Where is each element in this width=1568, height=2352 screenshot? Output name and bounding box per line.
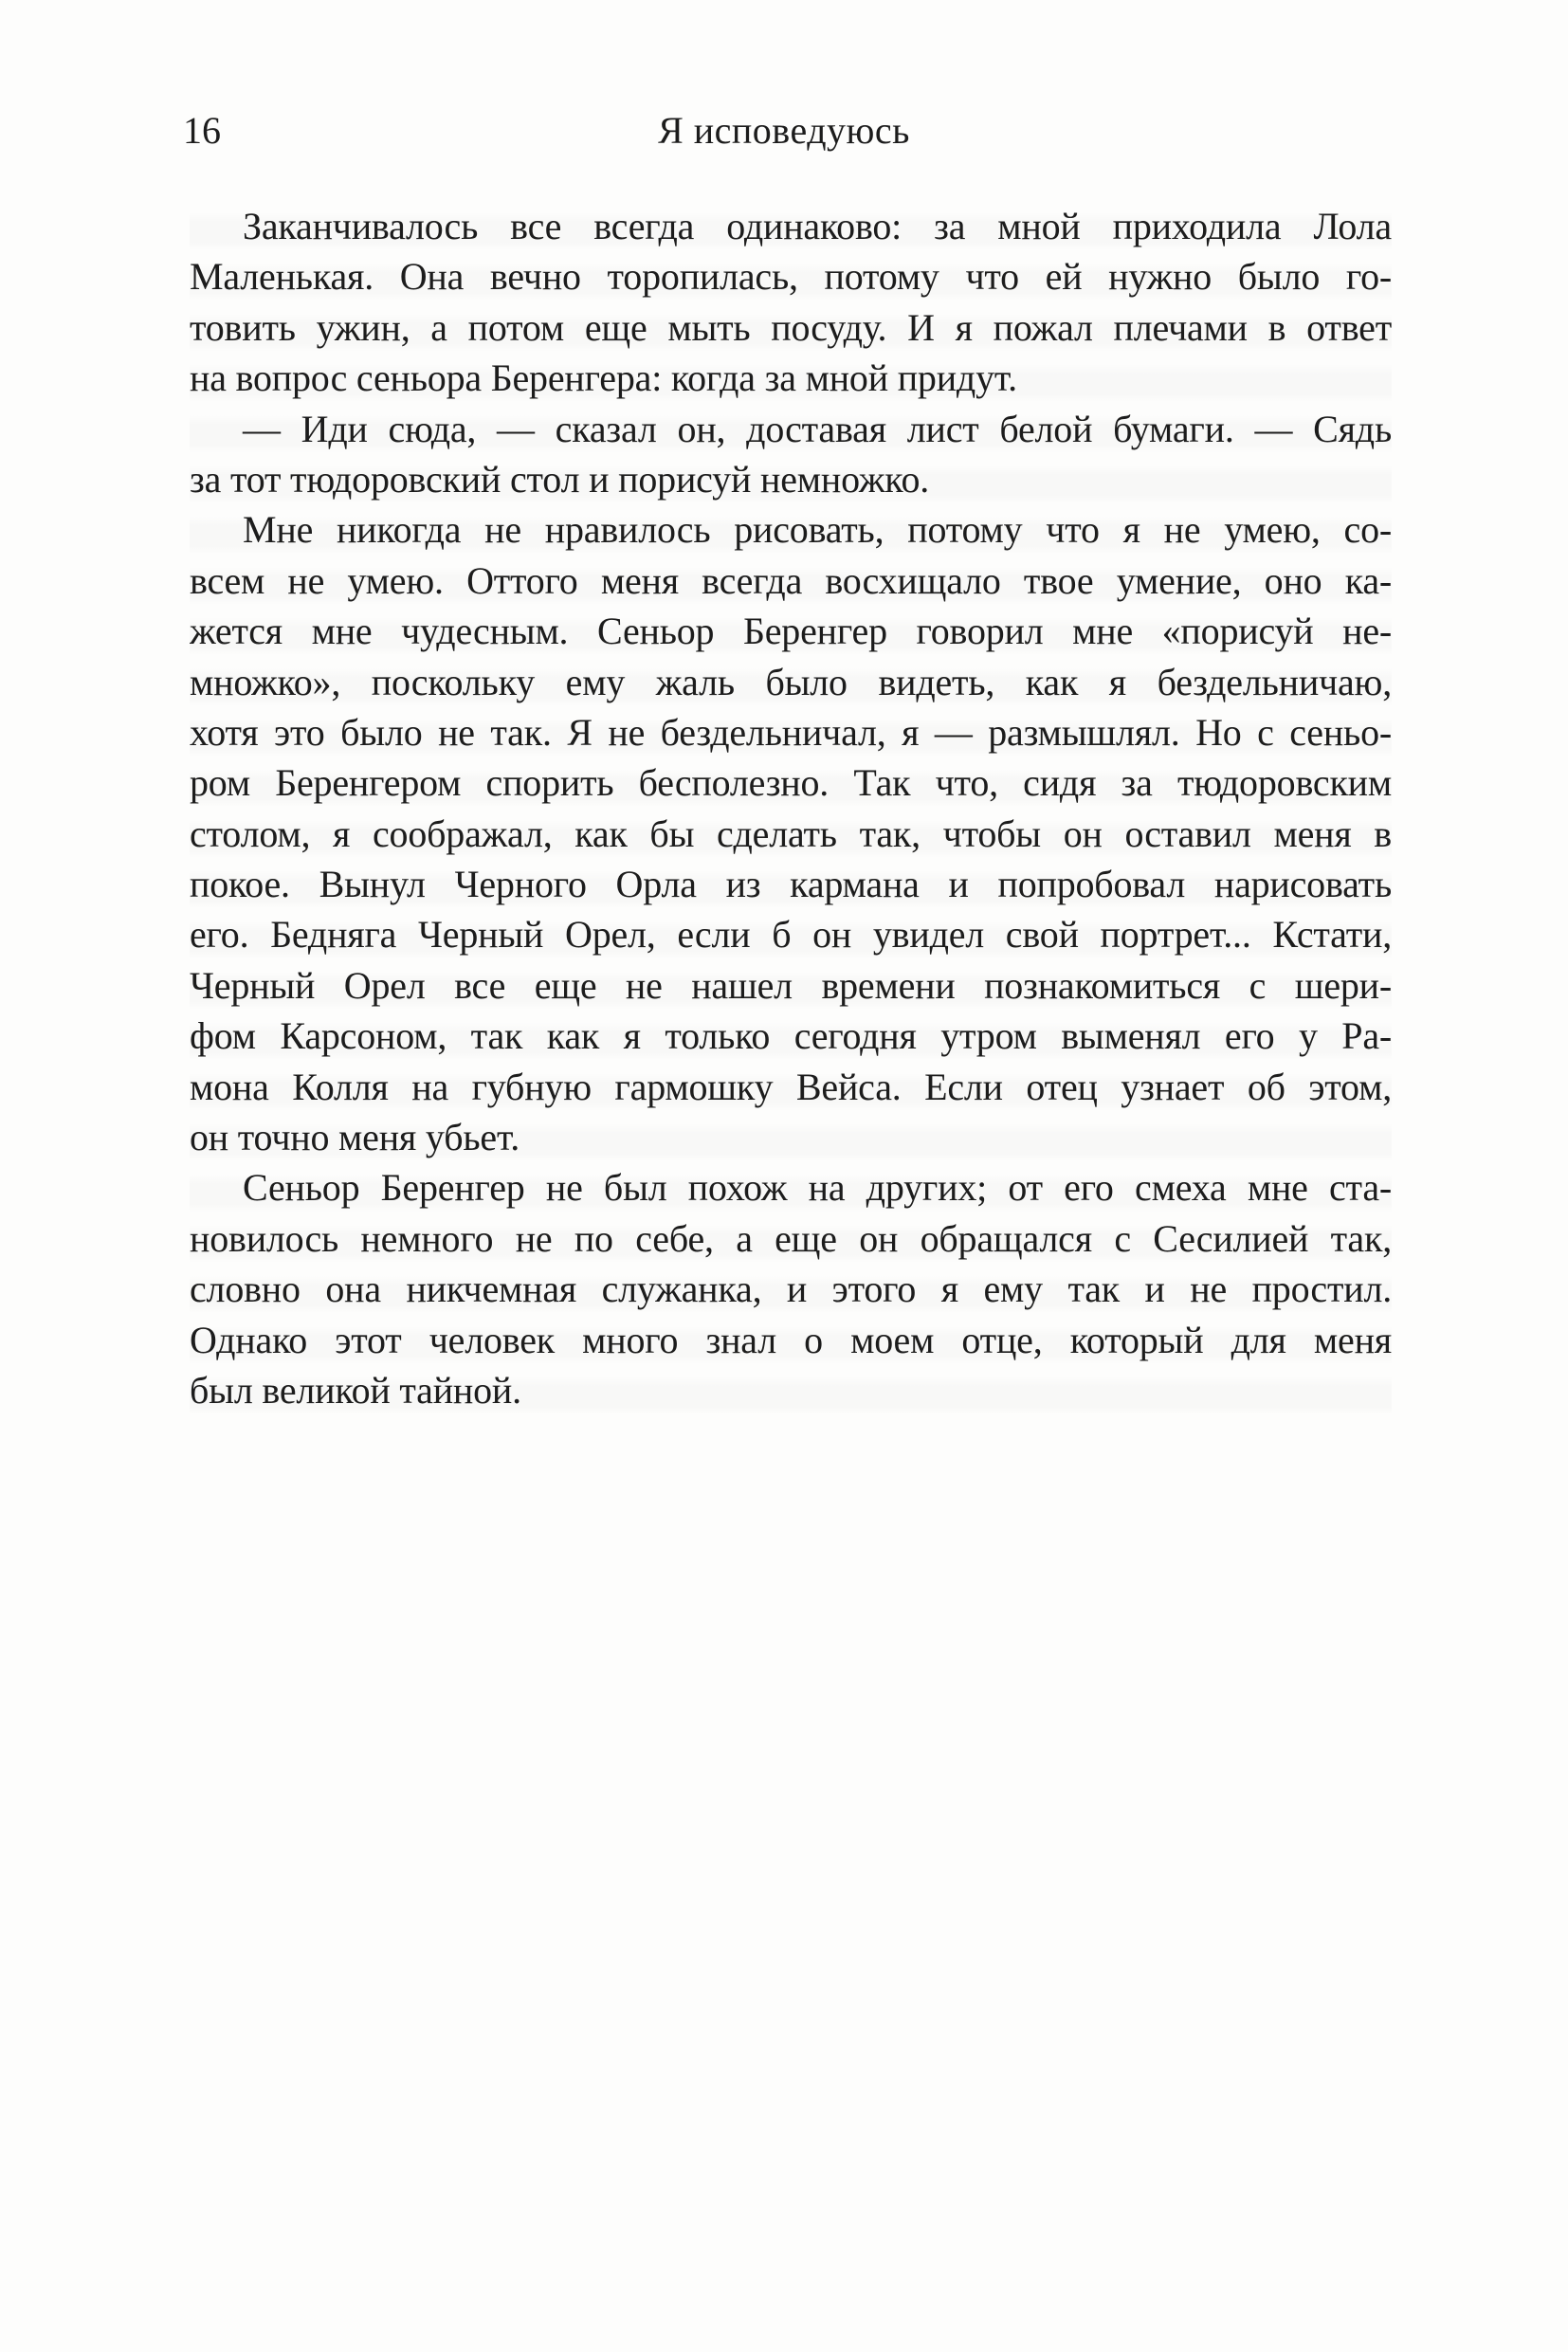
paragraph [190,1162,1392,1415]
text-line: Однако этот человек много знал о моем отце, который для меня [190,1318,1392,1361]
text-line: множко», поскольку ему жаль было видеть, как я бездельничаю, [190,660,1392,703]
text-line: мона Колля на губную гармошку Вейса. Если отец узнает об этом, [190,1065,1392,1108]
paragraph [190,504,1392,1162]
text-line: хотя это было не так. Я не бездельничал, я — размышлял. Но с сеньо- [190,710,1392,754]
body-text [190,201,1392,1415]
text-line: новилось немного не по себе, а еще он обращался с Сесилией так, [190,1216,1392,1260]
text-line: товить ужин, а потом еще мыть посуду. И я пожал плечами в ответ [190,305,1392,349]
text-line: на вопрос сеньора Беренгера: когда за мной придут. [190,356,1017,400]
page-number: 16 [183,109,221,152]
running-title: Я исповедуюсь [658,109,910,152]
text-line: его. Бедняга Черный Орел, если б он увидел свой портрет... Кстати, [190,913,1392,957]
text-line: ром Беренгером спорить бесполезно. Так что, сидя за тюдоровским [190,761,1392,805]
text-line: столом, я соображал, как бы сделать так, чтобы он оставил меня в [190,811,1392,855]
text-line: жется мне чудесным. Сеньор Беренгер говорил мне «порисуй не- [190,610,1392,653]
text-line: он точно меня убьет. [190,1116,520,1159]
text-line: покое. Вынул Черного Орла из кармана и попробовал нарисовать [190,863,1392,906]
text-line: фом Карсоном, так как я только сегодня утром выменял его у Ра- [190,1014,1392,1058]
text-line: Черный Орел все еще не нашел времени познакомиться с шери- [190,963,1392,1007]
text-line: всем не умею. Оттого меня всегда восхищало твое умение, оно ка- [190,558,1392,602]
text-line: был великой тайной. [190,1368,521,1412]
text-line: Мне никогда не нравилось рисовать, потому что я не умею, со- [243,508,1392,552]
page-header [0,109,1568,153]
text-line: Заканчивалось все всегда одинаково: за мной приходила Лола [243,205,1392,247]
text-line: за тот тюдоровский стол и порисуй немножко. [190,457,930,501]
text-line: Маленькая. Она вечно торопилась, потому что ей нужно было го- [190,255,1392,299]
paragraph [190,201,1392,404]
paragraph [190,404,1392,505]
text-line: Сеньор Беренгер не был похож на других; от его смеха мне ста- [243,1166,1392,1210]
text-line: — Иди сюда, — сказал он, доставая лист белой бумаги. — Сядь [243,407,1392,450]
text-line: словно она никчемная служанка, и этого я ему так и не простил. [190,1267,1392,1311]
